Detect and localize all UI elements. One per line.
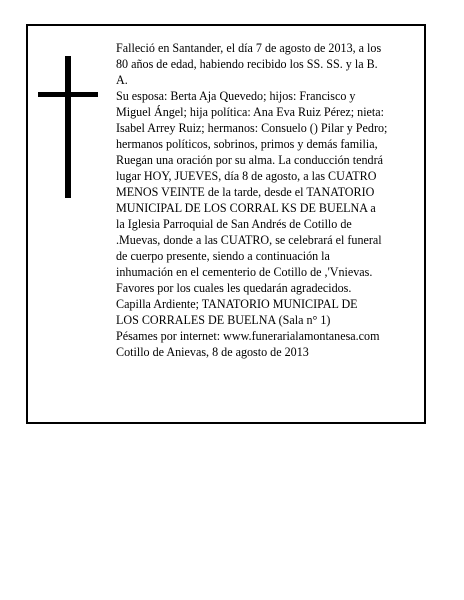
notice-line: 80 años de edad, habiendo recibido los SS. SS. y la B. — [116, 57, 378, 71]
notice-line: Miguel Ángel; hija política: Ana Eva Ruiz Pérez; nieta: — [116, 105, 385, 119]
notice-line: A. — [116, 73, 128, 87]
notice-line: Favores por los cuales les quedarán agradecidos. — [116, 281, 352, 295]
notice-line: hermanos políticos, sobrinos, primos y demás familia, — [116, 137, 378, 151]
obituary-notice — [26, 24, 426, 424]
notice-line: MENOS VEINTE de la tarde, desde el TANATORIO — [116, 185, 375, 199]
notice-line: de cuerpo presente, siendo a continuación la — [116, 249, 330, 263]
notice-line: la Iglesia Parroquial de San Andrés de Cotillo de — [116, 217, 352, 231]
notice-line: LOS CORRALES DE BUELNA (Sala n° 1) — [116, 313, 331, 327]
notice-line: MUNICIPAL DE LOS CORRAL KS DE BUELNA a — [116, 201, 376, 215]
notice-line: inhumación en el cementerio de Cotillo de ,'Vnievas. — [116, 265, 373, 279]
notice-line: Capilla Ardiente; TANATORIO MUNICIPAL DE — [116, 297, 358, 311]
notice-text — [116, 40, 416, 360]
cross-vertical-bar — [65, 56, 71, 198]
notice-line: Cotillo de Anievas, 8 de agosto de 2013 — [116, 345, 309, 359]
notice-line: .Muevas, donde a las CUATRO, se celebrará el funeral — [116, 233, 382, 247]
notice-line: Isabel Arrey Ruiz; hermanos: Consuelo () Pilar y Pedro; — [116, 121, 388, 135]
notice-line: Pésames por internet: www.funerarialamontanesa.com — [116, 329, 380, 343]
cross-icon — [38, 56, 98, 198]
notice-line: Falleció en Santander, el día 7 de agosto de 2013, a los — [116, 41, 382, 55]
notice-line: Ruegan una oración por su alma. La conducción tendrá — [116, 153, 383, 167]
notice-line: Su esposa: Berta Aja Quevedo; hijos: Francisco y — [116, 89, 356, 103]
notice-line: lugar HOY, JUEVES, día 8 de agosto, a las CUATRO — [116, 169, 377, 183]
cross-horizontal-bar — [38, 92, 98, 97]
